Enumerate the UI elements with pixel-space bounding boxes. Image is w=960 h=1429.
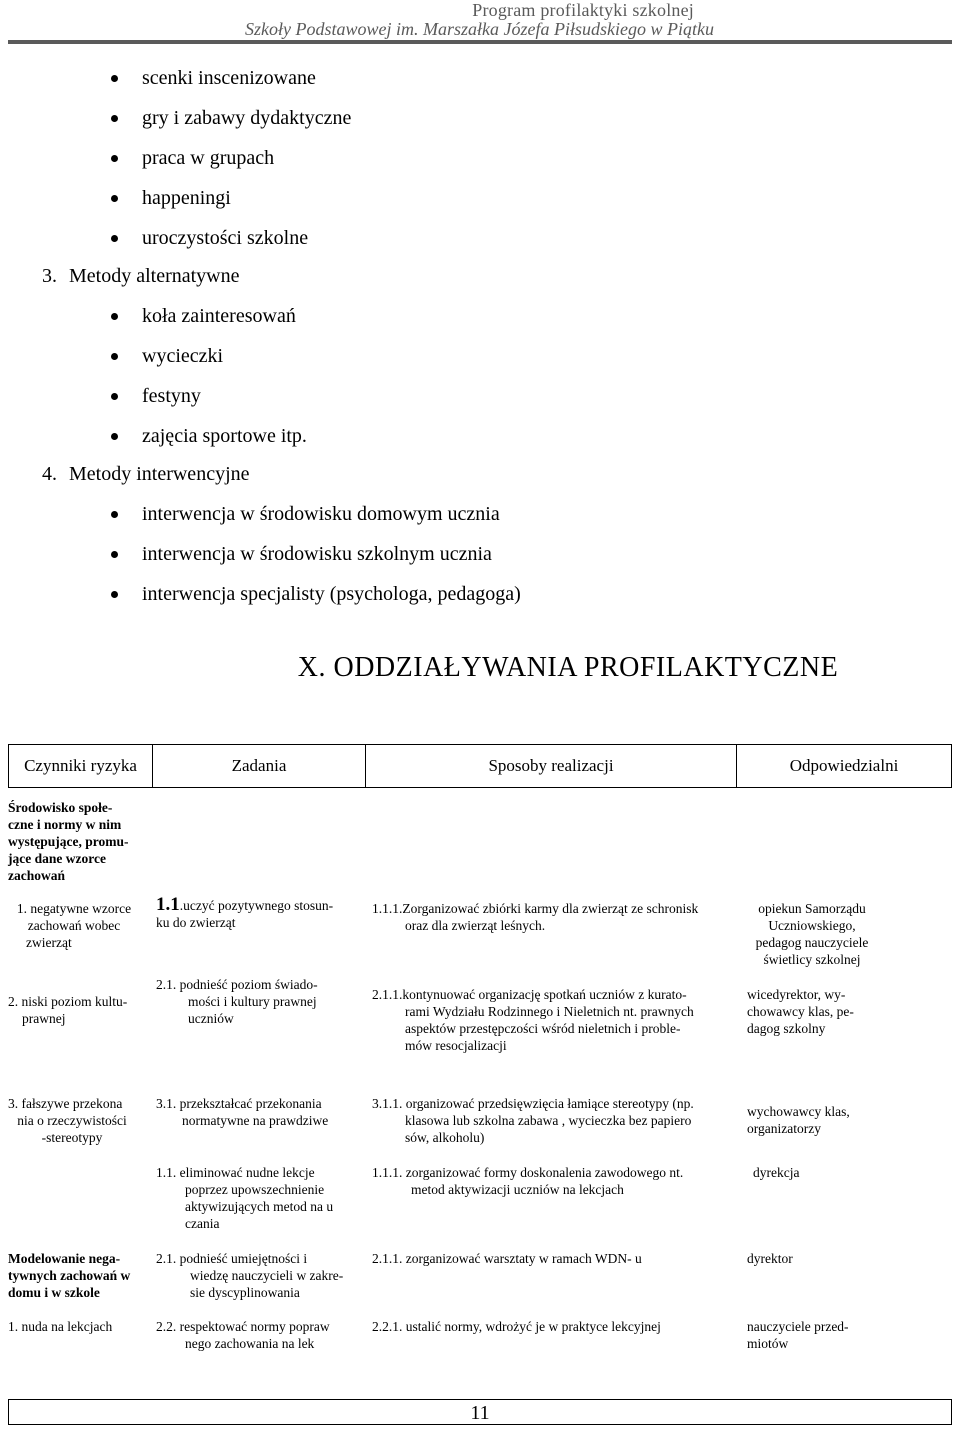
table-row-task xyxy=(156,1250,343,1301)
table-row-method xyxy=(372,1164,683,1198)
text-line: sów, alkoholu) xyxy=(405,1130,485,1145)
text-line: 1.1.1. zorganizować formy doskonalenia zawodowego nt. xyxy=(372,1165,684,1180)
text-line: 1. nuda na lekcjach xyxy=(8,1319,113,1334)
text-line: 2. niski poziom kultu- xyxy=(8,994,128,1009)
text-line: miotów xyxy=(747,1336,789,1351)
list-item: interwencja w środowisku domowym ucznia xyxy=(142,503,500,525)
task-number: 1.1 xyxy=(156,894,180,915)
text-line: nauczyciele przed- xyxy=(747,1319,849,1334)
table-row-method xyxy=(372,986,694,1054)
text-line: 3. fałszywe przekona xyxy=(8,1096,123,1111)
table-row-method xyxy=(372,1095,694,1146)
text-line: domu i w szkole xyxy=(8,1285,100,1300)
text-line: chowawcy klas, pe- xyxy=(747,1004,854,1019)
text-line: poprzez upowszechnienie xyxy=(185,1182,325,1197)
text-line: zachowań xyxy=(8,868,65,883)
text-line: dyrekcja xyxy=(753,1165,800,1180)
text-line: wiedzę nauczycieli w zakre- xyxy=(190,1268,344,1283)
text-line: aktywizujących metod na u xyxy=(185,1199,334,1214)
text-line: mości i kultury prawnej xyxy=(188,994,317,1009)
text-line: wychowawcy klas, xyxy=(747,1104,850,1119)
column-header-tasks: Zadania xyxy=(152,744,366,788)
risk-group-title xyxy=(8,1250,130,1301)
section-number: 4. xyxy=(42,463,57,485)
list-item: zajęcia sportowe itp. xyxy=(142,425,307,447)
section-heading-alternative xyxy=(42,265,240,288)
text-line: Modelowanie nega- xyxy=(8,1251,121,1266)
text-line: występujące, promu- xyxy=(8,834,129,849)
table-row-responsible xyxy=(747,1250,793,1267)
table-row-method xyxy=(372,1318,661,1335)
table-row-responsible xyxy=(747,986,854,1037)
text-line: czne i normy w nim xyxy=(8,817,122,832)
text-line: świetlicy szkolnej xyxy=(763,952,861,967)
text-line: rami Wydziału Rodzinnego i Nieletnich nt. prawnych xyxy=(405,1004,694,1019)
list-item: festyny xyxy=(142,385,201,407)
text-line: aspektów przestępczości wśród nieletnich i proble- xyxy=(405,1021,681,1036)
text-line: opiekun Samorządu xyxy=(758,901,866,916)
text-line: wicedyrektor, wy- xyxy=(747,987,846,1002)
text-line: Środowisko społe- xyxy=(8,800,113,815)
table-row-task xyxy=(156,1095,328,1129)
table-row-risk xyxy=(8,1095,136,1146)
page-number: 11 xyxy=(470,1402,490,1424)
list-item: wycieczki xyxy=(142,345,224,367)
column-header-methods: Sposoby realizacji xyxy=(365,744,737,788)
text-line: dyrektor xyxy=(747,1251,793,1266)
text-line: 2.1. podnieść poziom świado- xyxy=(156,977,318,992)
text-line: ku do zwierząt xyxy=(156,915,236,930)
text-line: 3.1. przekształcać przekonania xyxy=(156,1096,322,1111)
column-header-responsible: Odpowiedzialni xyxy=(736,744,952,788)
list-item: gry i zabawy dydaktyczne xyxy=(142,107,352,129)
text-line: nego zachowania na lek xyxy=(185,1336,315,1351)
text-line: 2.1.1.kontynuować organizację spotkań uczniów z kurato- xyxy=(372,987,687,1002)
table-row-risk xyxy=(8,993,127,1027)
header-subtitle: Szkoły Podstawowej im. Marszałka Józefa Piłsudskiego w Piątku xyxy=(245,19,714,39)
risk-group-title xyxy=(8,799,129,884)
table-row-task xyxy=(156,976,318,1027)
section-title-text: X. ODDZIAŁYWANIA PROFILAKTYCZNE xyxy=(297,652,839,683)
list-item: happeningi xyxy=(142,187,231,209)
table-row-task xyxy=(156,1164,333,1232)
text-line: 2.1. podnieść umiejętności i xyxy=(156,1251,308,1266)
text-line: normatywne na prawdziwe xyxy=(182,1113,329,1128)
text-line: sie dyscyplinowania xyxy=(190,1285,300,1300)
text-line: jące dane wzorce xyxy=(8,851,106,866)
column-header-risk: Czynniki ryzyka xyxy=(8,744,153,788)
list-item: uroczystości szkolne xyxy=(142,227,309,249)
text-line: zachowań wobec xyxy=(27,918,121,933)
text-line: dagog szkolny xyxy=(747,1021,826,1036)
section-heading-intervention xyxy=(42,463,250,486)
table-row-responsible xyxy=(747,1318,849,1352)
section-number: 3. xyxy=(42,265,57,287)
header-title: Program profilaktyki szkolnej xyxy=(472,0,694,20)
table-row-method xyxy=(372,1250,642,1267)
text-line: tywnych zachowań w xyxy=(8,1268,131,1283)
text-line: Uczniowskiego, xyxy=(768,918,856,933)
table-row-risk xyxy=(8,900,140,951)
text-line: oraz dla zwierząt leśnych. xyxy=(405,918,546,933)
text-line: 1.1. eliminować nudne lekcje xyxy=(156,1165,315,1180)
text-line: 1. negatywne wzorce xyxy=(16,901,132,916)
table-row-risk xyxy=(8,1318,112,1335)
text-line: .uczyć pozytywnego stosun- xyxy=(179,898,334,913)
text-line: nia o rzeczywistości xyxy=(17,1113,127,1128)
text-line: mów resocjalizacji xyxy=(405,1038,507,1053)
text-line: 1.1.1.Zorganizować zbiórki karmy dla zwierząt ze schronisk xyxy=(372,901,699,916)
text-line: 2.2. respektować normy popraw xyxy=(156,1319,330,1334)
text-line: metod aktywizacji uczniów na lekcjach xyxy=(411,1182,624,1197)
text-line: czania xyxy=(185,1216,220,1231)
list-item: scenki inscenizowane xyxy=(142,67,316,89)
text-line: uczniów xyxy=(188,1011,234,1026)
section-heading-text: Metody alternatywne xyxy=(69,265,240,287)
table-row-responsible xyxy=(747,900,877,968)
text-line: organizatorzy xyxy=(747,1121,821,1136)
text-line: 2.1.1. zorganizować warsztaty w ramach WDN- u xyxy=(372,1251,642,1266)
text-line: 2.2.1. ustalić normy, wdrożyć je w praktyce lekcyjnej xyxy=(372,1319,661,1334)
list-item: praca w grupach xyxy=(142,147,275,169)
section-heading-text: Metody interwencyjne xyxy=(69,463,250,485)
text-line: 3.1.1. organizować przedsięwzięcia łamiące stereotypy (np. xyxy=(372,1096,694,1111)
section-title xyxy=(0,652,960,684)
text-line: prawnej xyxy=(22,1011,66,1026)
list-item: koła zainteresowań xyxy=(142,305,296,327)
table-row-responsible xyxy=(747,1103,850,1137)
text-line: zwierząt xyxy=(26,935,72,950)
list-item: interwencja specjalisty (psychologa, pedagoga) xyxy=(142,583,521,605)
page-number-box xyxy=(8,1399,952,1425)
table-row-task xyxy=(156,1318,330,1352)
table-row-responsible xyxy=(753,1164,799,1181)
list-item: interwencja w środowisku szkolnym ucznia xyxy=(142,543,492,565)
text-line: pedagog nauczyciele xyxy=(755,935,869,950)
table-row-task xyxy=(156,896,333,931)
text-line: -stereotypy xyxy=(41,1130,103,1145)
text-line: klasowa lub szkolna zabawa , wycieczka bez papiero xyxy=(405,1113,692,1128)
page-header xyxy=(8,0,952,44)
table-row-method xyxy=(372,900,698,934)
